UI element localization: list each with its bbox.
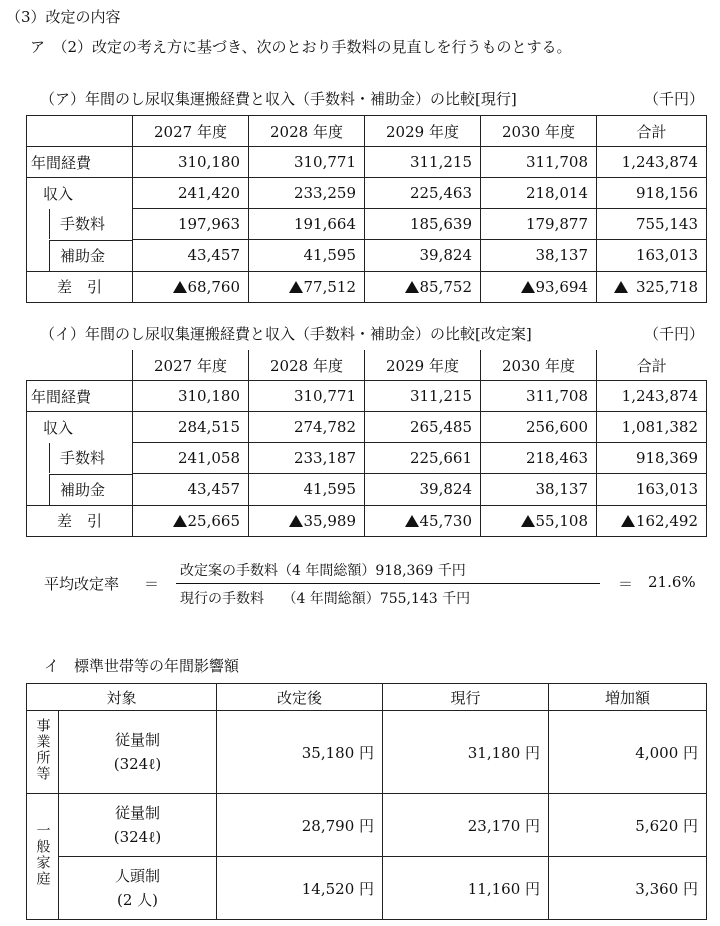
table-cell: 918,156 (597, 178, 707, 209)
table-cell: 1,081,382 (597, 412, 707, 443)
table-current-title: （ア）年間のし尿収集運搬経費と収入（手数料・補助金）の比較[現行] (40, 90, 517, 108)
row-label-cell (27, 443, 133, 474)
table-cell: 23,170 円 (383, 794, 549, 857)
triangle-icon (614, 281, 628, 293)
table-row (27, 350, 707, 381)
row-label: 収入 (27, 412, 133, 443)
triangle-icon (289, 515, 303, 527)
table-revised-unit: （千円） (644, 325, 705, 343)
table-cell: 233,259 (249, 178, 365, 209)
formula-denominator: 現行の手数料 （4 年間総額）755,143 千円 (180, 591, 471, 607)
table-cell: 311,215 (365, 147, 481, 178)
table-cell: 43,457 (133, 474, 249, 506)
formula-equals-2: ＝ (618, 575, 634, 593)
formula-equals: ＝ (144, 575, 160, 593)
header-cell: 2028 年度 (249, 116, 365, 147)
table-revised-title: （イ）年間のし尿収集運搬経費と収入（手数料・補助金）の比較[改定案] (40, 325, 532, 343)
table-cell: 179,877 (481, 209, 597, 240)
type-sub: (2 人) (116, 891, 159, 909)
section-heading: （3）改定の内容 (6, 8, 121, 26)
group-label: 事業所等 (34, 718, 51, 782)
header-cell: 2030 年度 (481, 116, 597, 147)
table-cell: 77,512 (249, 271, 365, 302)
formula-numerator: 改定案の手数料（4 年間総額）918,369 千円 (180, 563, 466, 579)
row-label: 差 引 (27, 271, 133, 302)
type-sub: (324ℓ) (113, 755, 162, 773)
triangle-icon (621, 515, 635, 527)
header-cell: 合計 (597, 116, 707, 147)
triangle-icon (521, 515, 535, 527)
table-row (27, 381, 707, 412)
header-cell: 合計 (597, 350, 707, 381)
table-cell: 1,243,874 (597, 147, 707, 178)
triangle-icon (405, 281, 419, 293)
type-cell (59, 794, 217, 857)
type-sub: (324ℓ) (113, 828, 162, 846)
table-row (27, 505, 707, 536)
table-row (27, 147, 707, 178)
table-cell: 14,520 円 (217, 857, 383, 920)
table-cell: 233,187 (249, 443, 365, 474)
table-cell: 310,771 (249, 147, 365, 178)
table-cell: 284,515 (133, 412, 249, 443)
table-cell: 225,463 (365, 178, 481, 209)
table-cell: 68,760 (133, 271, 249, 302)
row-label-cell (27, 209, 133, 240)
row-label: 年間経費 (27, 381, 133, 412)
row-label-cell (27, 474, 133, 506)
table-row (27, 794, 707, 857)
table-row (27, 684, 707, 711)
table-cell: 311,708 (481, 381, 597, 412)
type-label: 従量制 (115, 731, 161, 749)
table-cell: 197,963 (133, 209, 249, 240)
table-cell: 218,463 (481, 443, 597, 474)
section-i-heading: イ 標準世帯等の年間影響額 (44, 657, 240, 675)
table-cell: 93,694 (481, 271, 597, 302)
table-cell: 41,595 (249, 240, 365, 272)
table-cell: 241,058 (133, 443, 249, 474)
table-cell: 28,790 円 (217, 794, 383, 857)
paragraph-a: ア （2）改定の考え方に基づき、次のとおり手数料の見直しを行うものとする。 (30, 38, 572, 56)
group-cell (27, 794, 59, 920)
table-cell: 256,600 (481, 412, 597, 443)
table-cell: 162,492 (597, 505, 707, 536)
table-cell: 755,143 (597, 209, 707, 240)
table-cell: 185,639 (365, 209, 481, 240)
row-label: 年間経費 (27, 147, 133, 178)
table-cell: 310,180 (133, 381, 249, 412)
type-cell (59, 711, 217, 794)
table-cell: 310,771 (249, 381, 365, 412)
table-cell: 265,485 (365, 412, 481, 443)
table-cell: 11,160 円 (383, 857, 549, 920)
table-cell: 25,665 (133, 505, 249, 536)
table-row (27, 857, 707, 920)
header-cell-empty (27, 350, 133, 381)
table-cell: 218,014 (481, 178, 597, 209)
table-cell: 311,215 (365, 381, 481, 412)
table-cell: 3,360 円 (549, 857, 707, 920)
formula-result: 21.6% (648, 573, 696, 591)
header-cell: 現行 (383, 684, 549, 711)
table-cell: 39,824 (365, 240, 481, 272)
header-cell: 対象 (27, 684, 217, 711)
row-label: 収入 (27, 178, 133, 209)
header-cell: 2029 年度 (365, 116, 481, 147)
table-cell: 163,013 (597, 240, 707, 272)
table-row (27, 116, 707, 147)
table-cell: 85,752 (365, 271, 481, 302)
table-cell: 55,108 (481, 505, 597, 536)
table-revised (26, 350, 707, 537)
table-cell: 191,664 (249, 209, 365, 240)
table-current (26, 115, 707, 303)
table-cell: 918,369 (597, 443, 707, 474)
header-cell: 2027 年度 (133, 116, 249, 147)
header-cell-empty (27, 116, 133, 147)
triangle-icon (173, 281, 187, 293)
table-cell: 325,718 (597, 271, 707, 302)
table-cell: 5,620 円 (549, 794, 707, 857)
triangle-icon (521, 281, 535, 293)
impact-table (26, 683, 707, 920)
group-cell (27, 711, 59, 794)
table-cell: 38,137 (481, 240, 597, 272)
table-cell: 310,180 (133, 147, 249, 178)
table-cell: 31,180 円 (383, 711, 549, 794)
table-row (27, 271, 707, 302)
fraction-bar (176, 583, 600, 584)
table-row (27, 209, 707, 240)
triangle-icon (289, 281, 303, 293)
table-cell: 45,730 (365, 505, 481, 536)
table-row (27, 178, 707, 209)
table-cell: 39,824 (365, 474, 481, 506)
row-label: 補助金 (49, 474, 132, 505)
header-cell: 2030 年度 (481, 350, 597, 381)
triangle-icon (173, 515, 187, 527)
table-cell: 225,661 (365, 443, 481, 474)
table-cell: 43,457 (133, 240, 249, 272)
row-label: 補助金 (49, 240, 132, 271)
group-label: 一般家庭 (34, 822, 51, 887)
type-cell (59, 857, 217, 920)
table-cell: 1,243,874 (597, 381, 707, 412)
row-label: 差 引 (27, 505, 133, 536)
table-row (27, 240, 707, 272)
table-cell: 163,013 (597, 474, 707, 506)
table-row (27, 412, 707, 443)
table-row (27, 711, 707, 794)
header-cell: 2028 年度 (249, 350, 365, 381)
table-cell: 38,137 (481, 474, 597, 506)
table-cell: 4,000 円 (549, 711, 707, 794)
row-label-cell (27, 240, 133, 272)
table-row (27, 474, 707, 506)
table-cell: 274,782 (249, 412, 365, 443)
table-cell: 35,180 円 (217, 711, 383, 794)
formula-label: 平均改定率 (44, 575, 120, 593)
type-label: 人頭制 (115, 867, 161, 885)
header-cell: 改定後 (217, 684, 383, 711)
table-cell: 241,420 (133, 178, 249, 209)
type-label: 従量制 (115, 804, 161, 822)
triangle-icon (405, 515, 419, 527)
table-cell: 41,595 (249, 474, 365, 506)
header-cell: 増加額 (549, 684, 707, 711)
row-label: 手数料 (49, 443, 132, 473)
table-cell: 35,989 (249, 505, 365, 536)
header-cell: 2027 年度 (133, 350, 249, 381)
table-current-unit: （千円） (644, 90, 705, 108)
header-cell: 2029 年度 (365, 350, 481, 381)
table-cell: 311,708 (481, 147, 597, 178)
table-row (27, 443, 707, 474)
row-label: 手数料 (49, 209, 132, 239)
